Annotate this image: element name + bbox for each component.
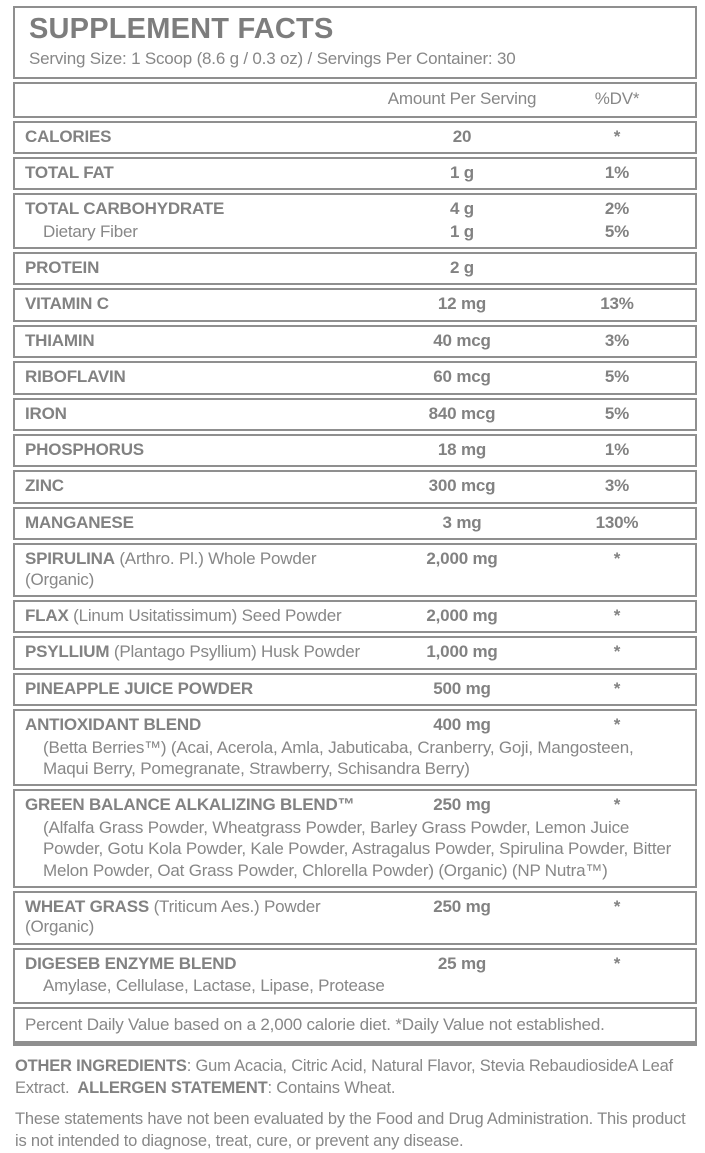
nutrient-row — [13, 288, 697, 321]
nutrient-row — [13, 891, 697, 945]
nutrient-dv: * — [613, 715, 621, 735]
nutrient-name-bold: PINEAPPLE JUICE POWDER — [25, 678, 253, 698]
nutrient-subrow — [25, 222, 687, 242]
allergen-statement-text: : Contains Wheat. — [267, 1078, 396, 1097]
nutrient-name-bold: CALORIES — [25, 126, 112, 146]
nutrient-dv: 130% — [595, 512, 639, 532]
nutrient-dv: * — [613, 642, 621, 662]
nutrient-dv: 5% — [604, 403, 630, 423]
nutrient-name — [25, 404, 377, 424]
nutrient-name — [25, 199, 377, 219]
nutrient-amount: 840 mcg — [428, 403, 496, 423]
nutrient-row-main — [25, 331, 687, 351]
nutrient-row-main — [25, 199, 687, 219]
nutrient-name-detail: (Linum Usitatissimum) Seed Powder — [68, 606, 342, 625]
nutrient-dv: 1% — [604, 162, 630, 182]
nutrient-row — [13, 193, 697, 249]
nutrient-row-main — [25, 127, 687, 147]
nutrient-amount: 40 mcg — [433, 330, 491, 350]
nutrient-row-main — [25, 440, 687, 460]
nutrient-row-main — [25, 476, 687, 496]
nutrient-name-bold: ANTIOXIDANT BLEND — [25, 715, 202, 735]
nutrient-row — [13, 948, 697, 1004]
nutrient-name — [25, 331, 377, 351]
nutrient-row — [13, 252, 697, 285]
nutrient-subrow-amount: 1 g — [450, 221, 474, 241]
nutrient-note: (Alfalfa Grass Powder, Wheatgrass Powder, Barley Grass Powder, Lemon Juice Powder, Gotu Kola Powder, Kale Powder, Astragalus Powder, Spirulina Powder, Bitter Melon Powder, Oat Grass Powder, Chlorella Powder) (Organic) (NP Nutra™) — [43, 817, 672, 880]
nutrient-name-detail: (Arthro. Pl.) Whole Powder (Organic) — [25, 549, 317, 589]
nutrient-amount: 20 — [452, 126, 472, 146]
nutrient-row — [13, 636, 697, 669]
nutrient-row — [13, 709, 697, 786]
nutrient-row-main — [25, 258, 687, 278]
nutrient-subrow-name: Dietary Fiber — [43, 221, 138, 241]
nutrient-note: Amylase, Cellulase, Lactase, Lipase, Protease — [43, 976, 385, 996]
nutrient-amount: 400 mg — [433, 715, 491, 735]
nutrient-amount: 2 g — [450, 258, 474, 278]
nutrient-name-bold: VITAMIN C — [25, 294, 109, 314]
nutrient-row-main — [25, 404, 687, 424]
nutrient-amount: 18 mg — [437, 440, 487, 460]
nutrient-row — [13, 470, 697, 503]
nutrient-row-main — [25, 795, 687, 815]
nutrient-row — [13, 507, 697, 540]
nutrient-rows — [13, 121, 697, 1004]
column-header-dv: %DV* — [594, 89, 640, 109]
nutrient-name-detail: (Triticum Aes.) Powder (Organic) — [25, 896, 321, 937]
nutrient-row — [13, 325, 697, 358]
nutrient-row-main — [25, 163, 687, 183]
nutrient-amount: 2,000 mg — [426, 549, 498, 569]
nutrient-name-bold: TOTAL CARBOHYDRATE — [25, 199, 225, 219]
nutrient-row-main — [25, 954, 687, 974]
allergen-statement-label: ALLERGEN STATEMENT — [77, 1078, 268, 1097]
other-ingredients-paragraph — [15, 1056, 697, 1100]
nutrient-amount: 2,000 mg — [426, 606, 498, 625]
nutrient-subrow-dv: 5% — [604, 221, 630, 241]
nutrient-name — [25, 127, 377, 147]
nutrient-dv: 5% — [604, 367, 630, 387]
nutrient-row-main — [25, 606, 687, 626]
column-header-amount: Amount Per Serving — [387, 89, 537, 109]
nutrient-amount: 1,000 mg — [426, 642, 498, 662]
nutrient-dv: * — [613, 953, 621, 973]
serving-size-line: Serving Size: 1 Scoop (8.6 g / 0.3 oz) / Servings Per Container: 30 — [29, 48, 516, 68]
nutrient-name-bold: RIBOFLAVIN — [25, 367, 126, 387]
nutrient-name — [25, 679, 377, 699]
nutrient-row-main — [25, 549, 687, 590]
nutrient-name-bold: PSYLLIUM — [25, 642, 110, 662]
panel-title: SUPPLEMENT FACTS — [29, 13, 334, 45]
nutrient-dv: 1% — [604, 440, 630, 460]
nutrient-note: (Betta Berries™) (Acai, Acerola, Amla, Jabuticaba, Cranberry, Goji, Mangosteen, Maqui Berry, Pomegranate, Strawberry, Schisandra Berry) — [43, 737, 634, 778]
nutrient-name — [25, 795, 377, 815]
nutrient-amount: 4 g — [450, 199, 474, 219]
nutrient-name-bold: SPIRULINA — [25, 549, 115, 569]
nutrient-name-bold: ZINC — [25, 476, 64, 496]
nutrient-amount: 1 g — [450, 162, 474, 182]
nutrient-amount: 60 mcg — [433, 367, 491, 387]
nutrient-name — [25, 367, 377, 387]
nutrient-amount: 500 mg — [433, 678, 491, 698]
nutrient-amount: 300 mcg — [428, 476, 496, 496]
nutrient-amount: 250 mg — [433, 896, 491, 916]
nutrient-name — [25, 606, 377, 626]
nutrient-dv: * — [613, 795, 621, 815]
other-ingredients-label: OTHER INGREDIENTS — [15, 1056, 187, 1075]
nutrient-row-main — [25, 679, 687, 699]
nutrient-dv: * — [613, 678, 621, 698]
nutrient-name-bold: DIGESEB ENZYME BLEND — [25, 953, 237, 973]
nutrient-row-main — [25, 513, 687, 533]
nutrient-row — [13, 543, 697, 597]
nutrient-amount: 250 mg — [433, 795, 491, 815]
nutrient-amount: 3 mg — [442, 512, 482, 532]
nutrient-name-bold: MANGANESE — [25, 512, 134, 532]
nutrient-name-bold: WHEAT GRASS — [25, 896, 150, 916]
nutrient-name — [25, 549, 377, 590]
nutrient-row — [13, 600, 697, 633]
nutrient-row-main — [25, 642, 687, 662]
daily-value-footnote: Percent Daily Value based on a 2,000 calorie diet. *Daily Value not established. — [13, 1007, 697, 1046]
nutrient-row — [13, 673, 697, 706]
nutrient-name — [25, 715, 377, 735]
nutrient-row-main — [25, 715, 687, 735]
nutrient-row — [13, 361, 697, 394]
nutrient-name — [25, 258, 377, 278]
nutrient-name — [25, 294, 377, 314]
nutrient-name-bold: FLAX — [25, 606, 69, 625]
title-box — [13, 6, 697, 79]
nutrient-dv: * — [613, 896, 621, 916]
nutrient-row-main — [25, 294, 687, 314]
nutrient-dv: * — [613, 606, 621, 625]
nutrient-name — [25, 440, 377, 460]
nutrient-row — [13, 434, 697, 467]
nutrient-name-bold: PROTEIN — [25, 258, 100, 278]
nutrient-amount: 25 mg — [437, 953, 487, 973]
fda-disclaimer: These statements have not been evaluated by the Food and Drug Administration. This product is not intended to diagnose, treat, cure, or prevent any disease. — [15, 1110, 686, 1151]
nutrient-dv: 3% — [604, 476, 630, 496]
nutrient-name — [25, 163, 377, 183]
nutrient-name-bold: IRON — [25, 403, 67, 423]
nutrient-name — [25, 954, 377, 974]
nutrient-name — [25, 476, 377, 496]
nutrient-name-bold: THIAMIN — [25, 330, 95, 350]
nutrient-dv: 13% — [600, 294, 634, 314]
nutrient-row-main — [25, 367, 687, 387]
nutrient-name-bold: GREEN BALANCE ALKALIZING BLEND™ — [25, 795, 355, 815]
nutrient-row — [13, 398, 697, 431]
column-header-row — [13, 82, 697, 117]
nutrient-name — [25, 513, 377, 533]
nutrient-name-detail: (Plantago Psyllium) Husk Powder — [109, 642, 360, 662]
nutrient-row-main — [25, 897, 687, 938]
nutrient-name-bold: TOTAL FAT — [25, 162, 114, 182]
nutrient-row — [13, 789, 697, 888]
nutrient-name-bold: PHOSPHORUS — [25, 440, 144, 460]
nutrient-dv: 2% — [604, 199, 630, 219]
nutrient-name — [25, 897, 377, 938]
nutrient-dv: * — [613, 549, 621, 569]
nutrient-row — [13, 121, 697, 154]
other-ingredients-text: : Gum Acacia, Citric Acid, Natural Flavor, Stevia RebaudiosideA Leaf Extract. — [15, 1056, 673, 1097]
nutrient-dv: * — [613, 126, 621, 146]
nutrient-amount: 12 mg — [437, 294, 487, 314]
nutrient-name — [25, 642, 377, 662]
nutrient-row — [13, 157, 697, 190]
nutrient-dv: 3% — [604, 330, 630, 350]
